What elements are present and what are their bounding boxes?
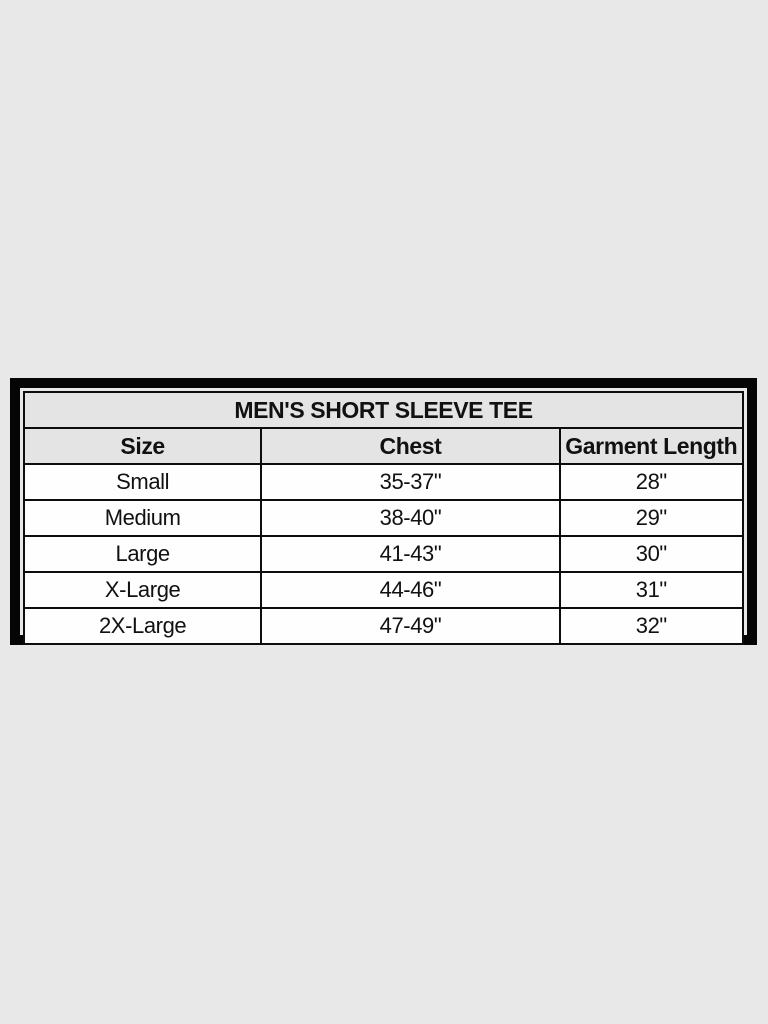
table-title: MEN'S SHORT SLEEVE TEE: [24, 392, 743, 428]
size-cell: Small: [24, 464, 261, 500]
garment-length-cell: 32": [560, 608, 743, 644]
size-chart-frame: [10, 378, 757, 645]
column-header-size: Size: [24, 428, 261, 464]
size-cell: Medium: [24, 500, 261, 536]
size-cell: X-Large: [24, 572, 261, 608]
column-header-garment-length: Garment Length: [560, 428, 743, 464]
table-title-row: [24, 392, 743, 428]
garment-length-cell: 31": [560, 572, 743, 608]
chest-cell: 35-37": [261, 464, 559, 500]
chest-cell: 41-43": [261, 536, 559, 572]
garment-length-cell: 29": [560, 500, 743, 536]
garment-length-cell: 28": [560, 464, 743, 500]
table-row: [24, 464, 743, 500]
size-cell: 2X-Large: [24, 608, 261, 644]
size-chart-table: [23, 391, 744, 645]
table-row: [24, 500, 743, 536]
table-row: [24, 572, 743, 608]
table-row: [24, 608, 743, 644]
size-cell: Large: [24, 536, 261, 572]
garment-length-cell: 30": [560, 536, 743, 572]
chest-cell: 44-46": [261, 572, 559, 608]
table-row: [24, 536, 743, 572]
chest-cell: 47-49": [261, 608, 559, 644]
table-header-row: [24, 428, 743, 464]
chest-cell: 38-40": [261, 500, 559, 536]
column-header-chest: Chest: [261, 428, 559, 464]
